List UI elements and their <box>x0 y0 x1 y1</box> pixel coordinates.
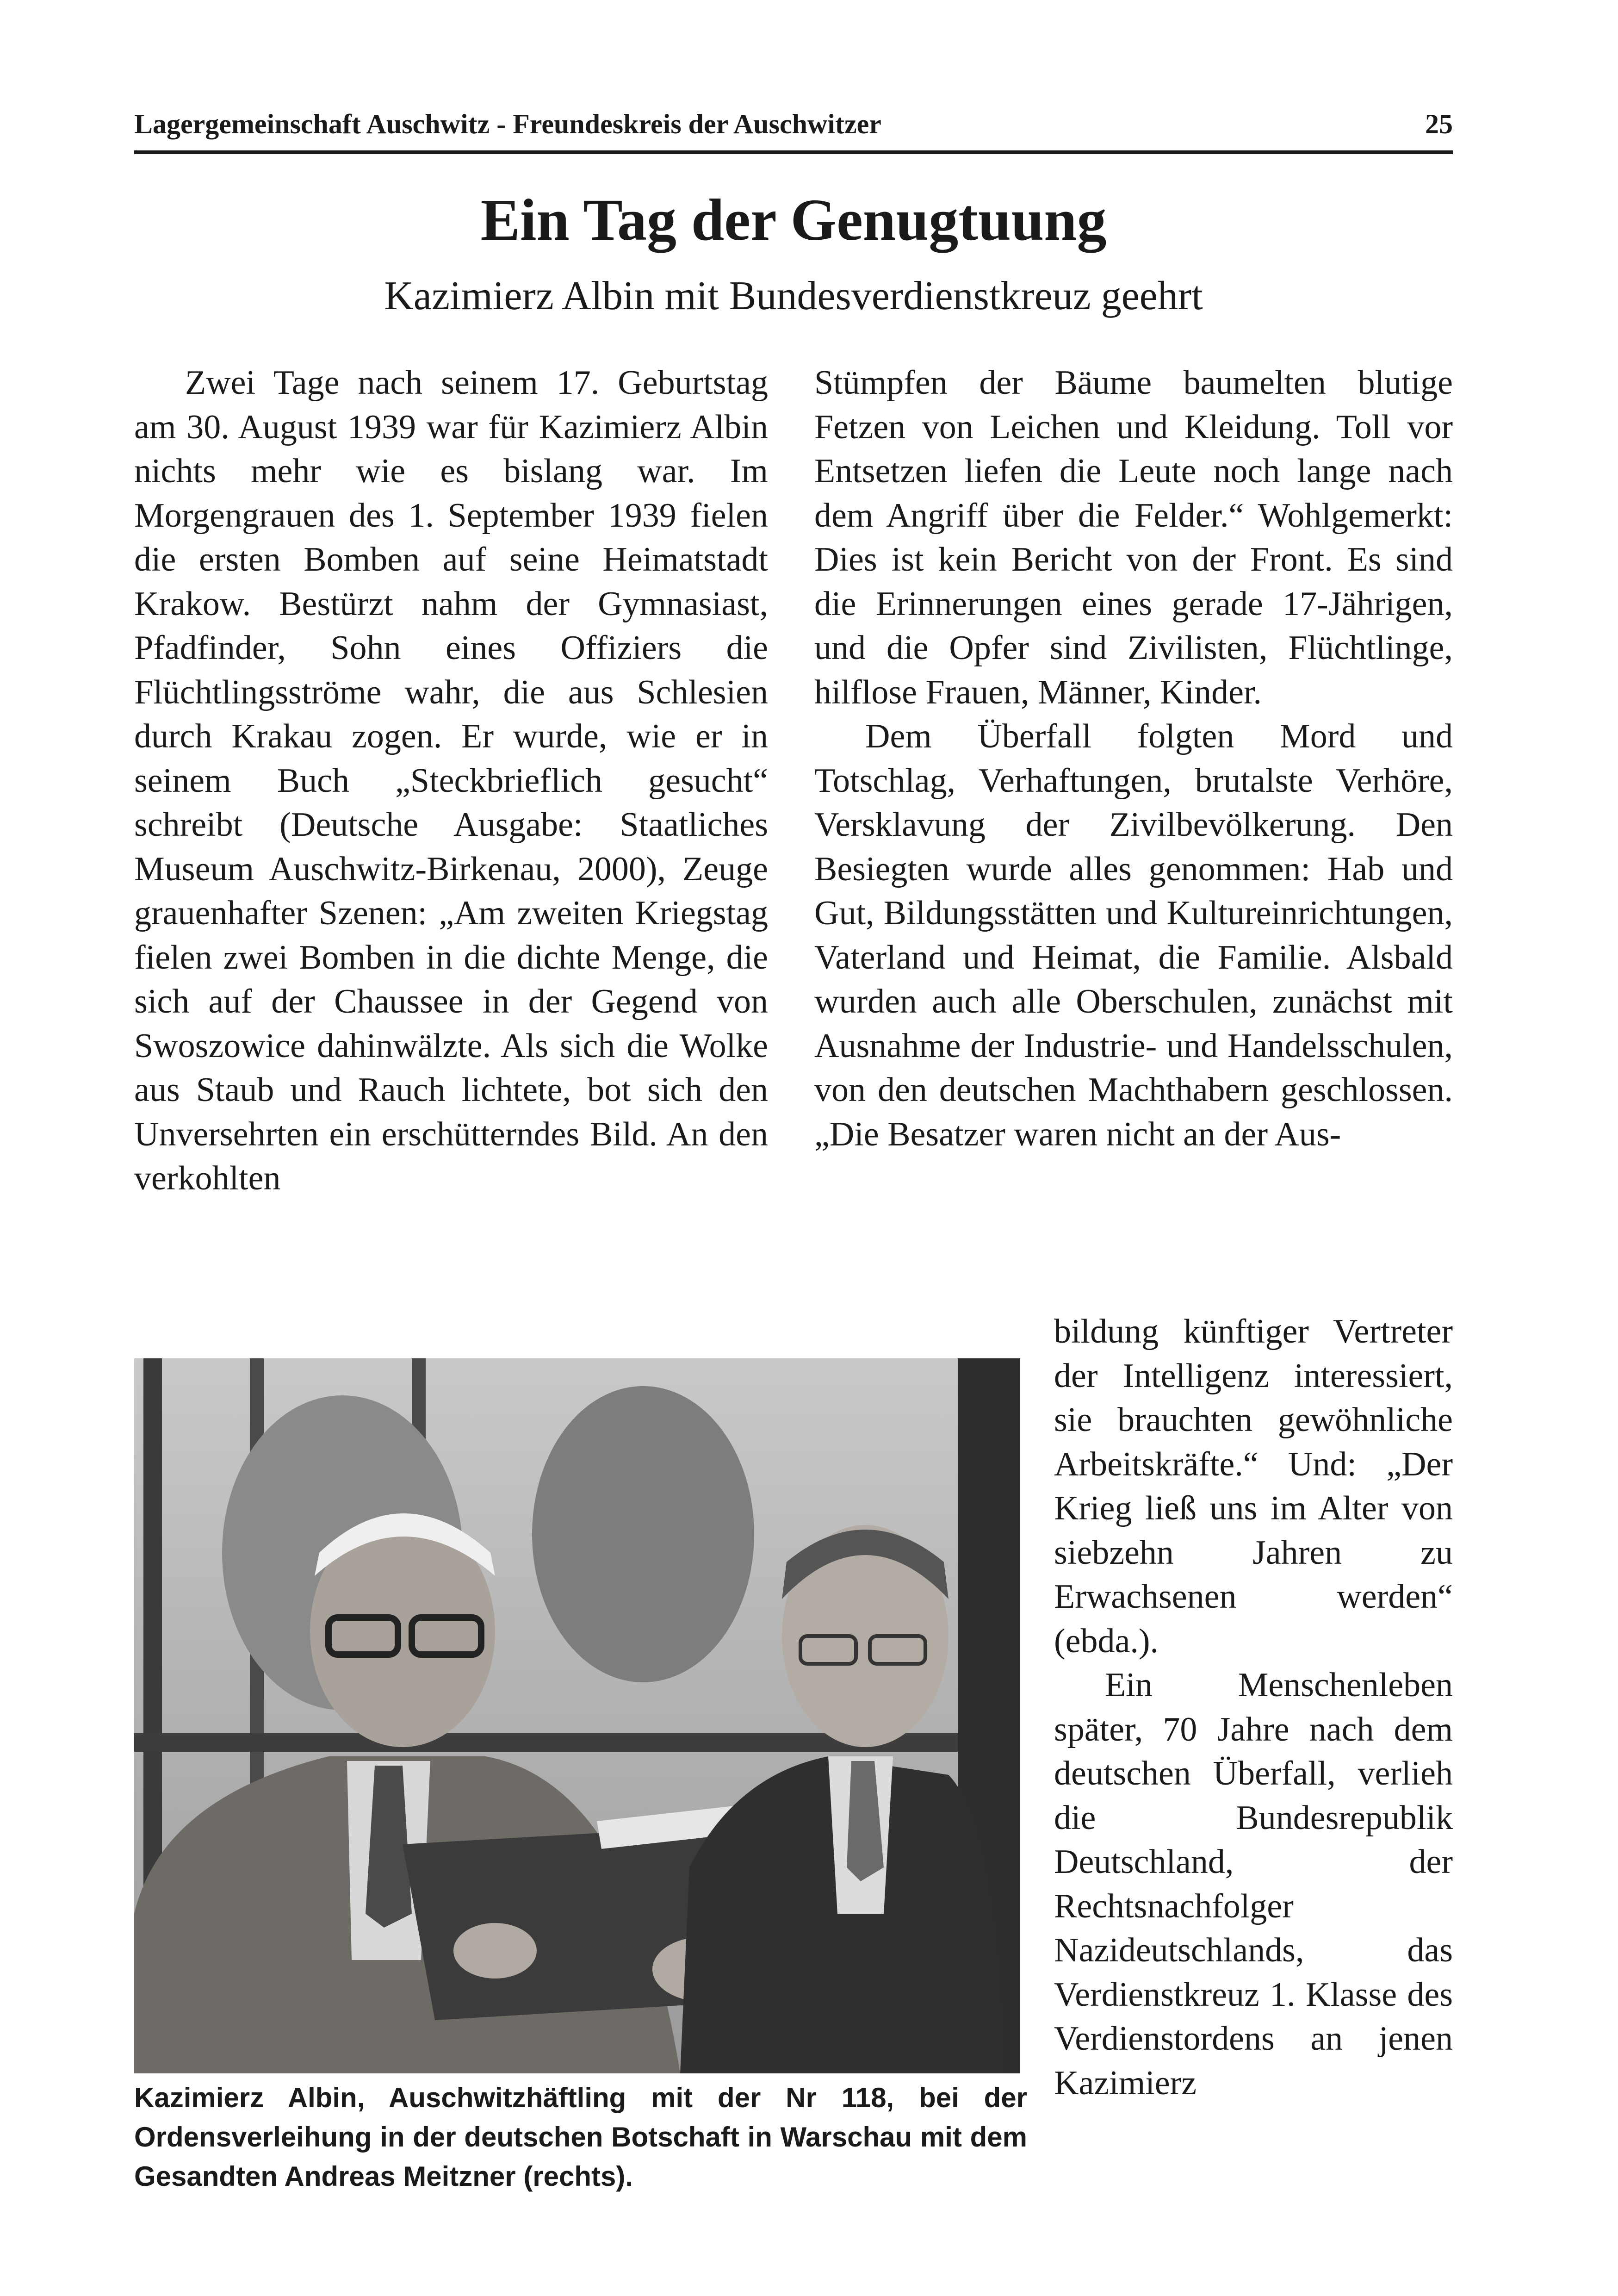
article-subtitle: Kazimierz Albin mit Bundesverdienstkreuz geehrt <box>384 274 1203 318</box>
running-header <box>134 101 1453 147</box>
right-narrow-column <box>1054 1310 1453 2105</box>
left-column <box>134 361 768 1201</box>
right-narrow-paragraph-1: bildung künftiger Vertreter der Intelligenz interessiert, sie brauchten gewöhnliche Arbeitskräfte.“ Und: „Der Krieg ließ uns im Alter von siebzehn Jahren zu Erwachsenen werden“ (ebda.). <box>1054 1313 1453 1660</box>
article-photo <box>134 1358 1020 2073</box>
header-rule <box>134 150 1453 154</box>
journal-title: Lagergemeinschaft Auschwitz - Freundeskreis der Auschwitzer <box>134 109 881 139</box>
article-title: Ein Tag der Genugtuung <box>480 187 1107 253</box>
right-column <box>814 361 1453 1157</box>
photo-illustration <box>134 1358 1020 2073</box>
right-narrow-paragraph-2: Ein Menschenleben später, 70 Jahre nach dem deutschen Überfall, verlieh die Bundesrepublik Deutschland, der Rechtsnachfolger Nazideutschlands, das Verdienstkreuz 1. Klasse des Verdienstordens an jenen Kazimierz <box>1054 1666 1453 2102</box>
right-column-paragraph-2: Dem Überfall folgten Mord und Totschlag, Verhaftungen, brutalste Verhöre, Versklavung der Zivilbevölkerung. Den Besiegten wurde alles genommen: Hab und Gut, Bildungsstätten und Kultureinrichtungen, Vaterland und Heimat, die Familie. Alsbald wurden auch alle Oberschulen, zunächst mit Ausnahme der Industrie- und Handelsschulen, von den deutschen Machthabern geschlossen. „Die Besatzer waren nicht an der Aus- <box>814 717 1453 1153</box>
left-column-paragraph: Zwei Tage nach seinem 17. Geburtstag am 30. August 1939 war für Kazimierz Albin nichts mehr wie es bislang war. Im Morgengrauen des 1. September 1939 fielen die ersten Bomben auf seine Heimatstadt Krakow. Bestürzt nahm der Gymnasiast, Pfadfinder, Sohn eines Offiziers die Flüchtlingsströme wahr, die aus Schlesien durch Krakau zogen. Er wurde, wie er in seinem Buch „Steckbrieflich gesucht“ schreibt (Deutsche Ausgabe: Staatliches Museum Auschwitz-Birkenau, 2000), Zeuge grauenhafter Szenen: „Am zweiten Kriegstag fielen zwei Bomben in die dichte Menge, die sich auf der Chaussee in der Gegend von Swoszowice dahinwälzte. Als sich die Wolke aus Staub und Rauch lichtete, bot sich den Unversehrten ein erschütterndes Bild. An den verkohlten <box>134 364 768 1197</box>
right-column-paragraph-1: Stümpfen der Bäume baumelten blutige Fetzen von Leichen und Kleidung. Toll vor Entsetzen liefen die Leute noch lange nach dem Angriff über die Felder.“ Wohlgemerkt: Dies ist kein Bericht von der Front. Es sind die Erinnerungen eines gerade 17-Jährigen, und die Opfer sind Zivilisten, Flüchtlinge, hilflose Frauen, Männer, Kinder. <box>814 364 1453 711</box>
photo-caption: Kazimierz Albin, Auschwitzhäftling mit der Nr 118, bei der Ordensverleihung in der deutschen Botschaft in Warschau mit dem Gesandten Andreas Meitzner (rechts). <box>134 2082 1027 2192</box>
page-number: 25 <box>1425 109 1453 139</box>
